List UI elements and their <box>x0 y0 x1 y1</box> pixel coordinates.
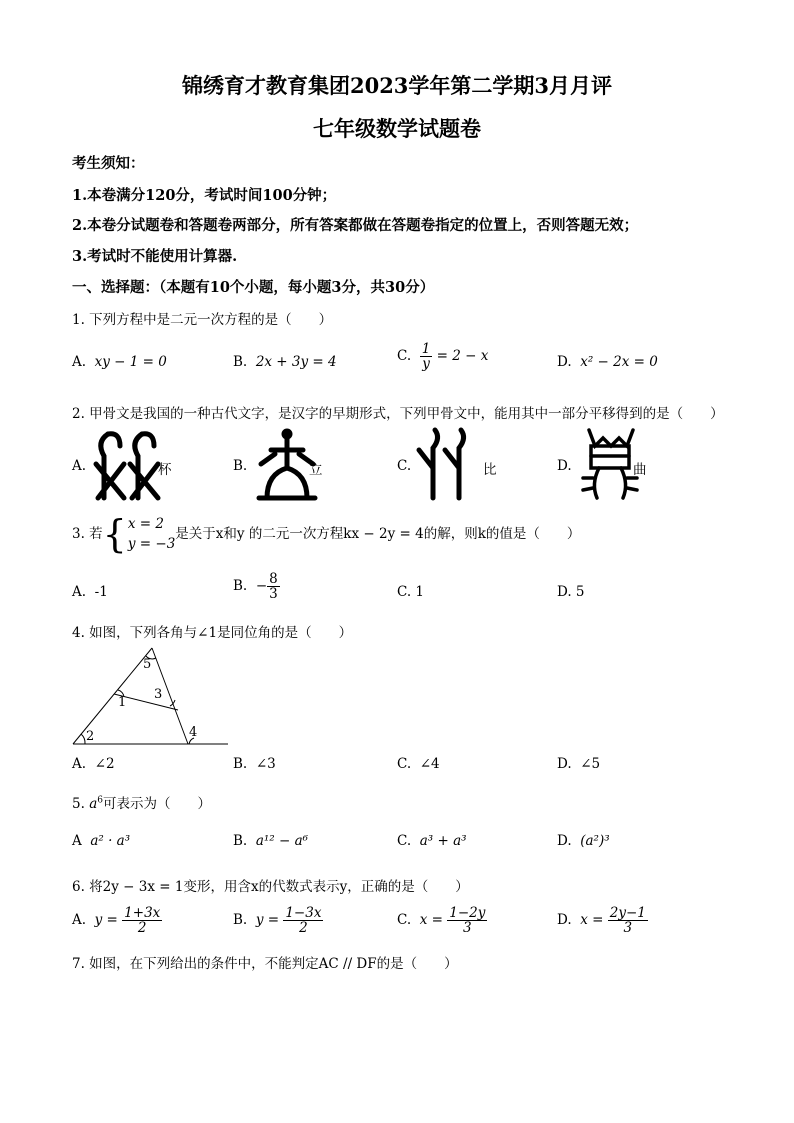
note-item: 3.考试时不能使用计算器. <box>72 248 238 265</box>
option-label: A. <box>72 458 87 474</box>
fraction: $\frac{8}{3}$ <box>269 571 278 603</box>
option-char: 比 <box>483 462 497 478</box>
q6-option-d[interactable]: D. x = $\frac{2y-1}{3}$ <box>557 905 646 937</box>
option-label: D. <box>557 833 572 849</box>
q1-option-d[interactable] <box>557 354 658 370</box>
option-label: B. <box>233 354 248 370</box>
option-label: A <box>72 833 82 849</box>
option-label: D. <box>557 458 572 474</box>
q3-option-a[interactable] <box>72 584 108 600</box>
option-text: a² · a³ <box>90 833 131 849</box>
option-char: 杯 <box>158 462 172 478</box>
q4-option-a[interactable] <box>72 756 115 772</box>
q2-option-a[interactable] <box>72 428 192 504</box>
oracle-char-qu-icon <box>581 428 641 500</box>
option-label: B. <box>233 756 248 772</box>
option-label: B. <box>233 578 248 595</box>
q5-option-a[interactable] <box>72 833 130 849</box>
option-label: D. <box>557 912 572 929</box>
q5-option-b[interactable] <box>233 833 308 849</box>
q6-option-b[interactable]: B. y = $\frac{1-3x}{2}$ <box>233 905 322 937</box>
option-label: C. <box>397 912 412 929</box>
angle-label: 2 <box>86 729 95 744</box>
q4-figure <box>70 646 230 746</box>
option-text: (a²)³ <box>580 833 610 849</box>
option-label: B. <box>233 833 248 849</box>
question-6-stem: 6. 将2y − 3x = 1变形，用含x的代数式表示y，正确的是（ ） <box>72 879 469 895</box>
q4-option-b[interactable] <box>233 756 276 772</box>
option-text: 2x + 3y = 4 <box>255 354 337 370</box>
page-subtitle: 七年级数学试题卷 <box>313 116 481 141</box>
q1-option-a[interactable] <box>72 354 167 370</box>
option-text: ∠4 <box>419 756 440 772</box>
fraction: $\frac{2y-1}{3}$ <box>609 905 646 937</box>
note-item: 1.本卷满分120分，考试时间100分钟； <box>72 187 337 204</box>
q2-option-c[interactable] <box>397 428 517 504</box>
oracle-char-bi-icon <box>415 428 485 500</box>
option-label: D. <box>557 756 572 772</box>
notes-heading: 考生须知： <box>72 155 145 172</box>
option-text: a¹² − a⁶ <box>255 833 309 849</box>
equation-system: { x = 2 y = −3 <box>102 512 176 557</box>
question-4-stem: 4. 如图，下列各角与∠1是同位角的是（ ） <box>72 625 353 641</box>
fraction: $\frac{1-3x}{2}$ <box>285 905 322 937</box>
note-item: 2.本卷分试题卷和答题卷两部分，所有答案都做在答题卷指定的位置上，否则答题无效； <box>72 217 639 234</box>
option-label: A. <box>72 756 87 772</box>
question-1-stem: 1. 下列方程中是二元一次方程的是（ ） <box>72 312 333 328</box>
section-heading: 一、选择题：（本题有10个小题，每小题3分，共30分） <box>72 279 435 296</box>
q5-option-c[interactable] <box>397 833 467 849</box>
option-text: ∠5 <box>580 756 601 772</box>
question-2-stem: 2. 甲骨文是我国的一种古代文字，是汉字的早期形式，下列甲骨文中，能用其中一部分平移得到的是（ ） <box>72 406 724 422</box>
q3-option-b[interactable]: B. − $\frac{8}{3}$ <box>233 571 278 603</box>
option-text: xy − 1 = 0 <box>94 354 167 370</box>
option-label: A. <box>72 354 87 370</box>
q1-option-c[interactable] <box>397 342 488 371</box>
option-char: 立 <box>309 462 323 478</box>
option-label: C. <box>397 833 412 849</box>
option-text: -1 <box>94 584 108 600</box>
fraction: $\frac{1}{y}$ <box>421 341 431 373</box>
oracle-char-bei-icon <box>94 428 164 500</box>
option-label: C. <box>397 458 412 474</box>
q3-option-d[interactable]: D. 5 <box>557 584 585 600</box>
option-label: D. <box>557 354 572 370</box>
option-label: B. <box>233 458 248 474</box>
q2-option-b[interactable] <box>233 428 353 504</box>
option-text: ∠2 <box>94 756 115 772</box>
q1-option-b[interactable] <box>233 354 337 370</box>
question-3-stem <box>72 514 580 555</box>
option-label: B. <box>233 912 248 929</box>
angle-label: 5 <box>143 657 152 672</box>
option-text: a³ + a³ <box>419 833 467 849</box>
question-7-stem: 7. 如图，在下列给出的条件中，不能判定AC // DF的是（ ） <box>72 956 458 972</box>
option-text: x² − 2x = 0 <box>580 354 658 370</box>
fraction: $\frac{1+3x}{2}$ <box>124 905 161 937</box>
q3-prefix: 3. 若 <box>72 525 103 542</box>
q3-suffix: 是关于x和y 的二元一次方程kx − 2y = 4的解，则k的值是（ ） <box>175 525 581 542</box>
option-label: C. <box>397 756 412 772</box>
option-label: A. <box>72 912 87 929</box>
angle-label: 1 <box>118 695 127 710</box>
option-label: A. <box>72 584 87 600</box>
q6-option-c[interactable]: C. x = $\frac{1-2y}{3}$ <box>397 905 486 937</box>
option-text: ∠3 <box>255 756 276 772</box>
option-text: = 2 − x <box>432 348 489 365</box>
angle-label: 3 <box>154 687 163 702</box>
q2-option-d[interactable] <box>557 428 677 504</box>
q4-option-d[interactable] <box>557 756 600 772</box>
angle-label: 4 <box>189 725 198 740</box>
question-5-stem: 5. $a^6$可表示为（ ） <box>72 795 211 812</box>
fraction: $\frac{1-2y}{3}$ <box>449 905 486 937</box>
page-title: 锦绣育才教育集团2023学年第二学期3月月评 <box>181 73 613 98</box>
q6-option-a[interactable]: A. y = $\frac{1+3x}{2}$ <box>72 905 161 937</box>
option-label: C. <box>397 348 412 365</box>
q4-option-c[interactable] <box>397 756 440 772</box>
q5-option-d[interactable] <box>557 833 610 849</box>
option-char: 曲 <box>633 462 647 478</box>
q3-option-c[interactable]: C. 1 <box>397 584 425 600</box>
